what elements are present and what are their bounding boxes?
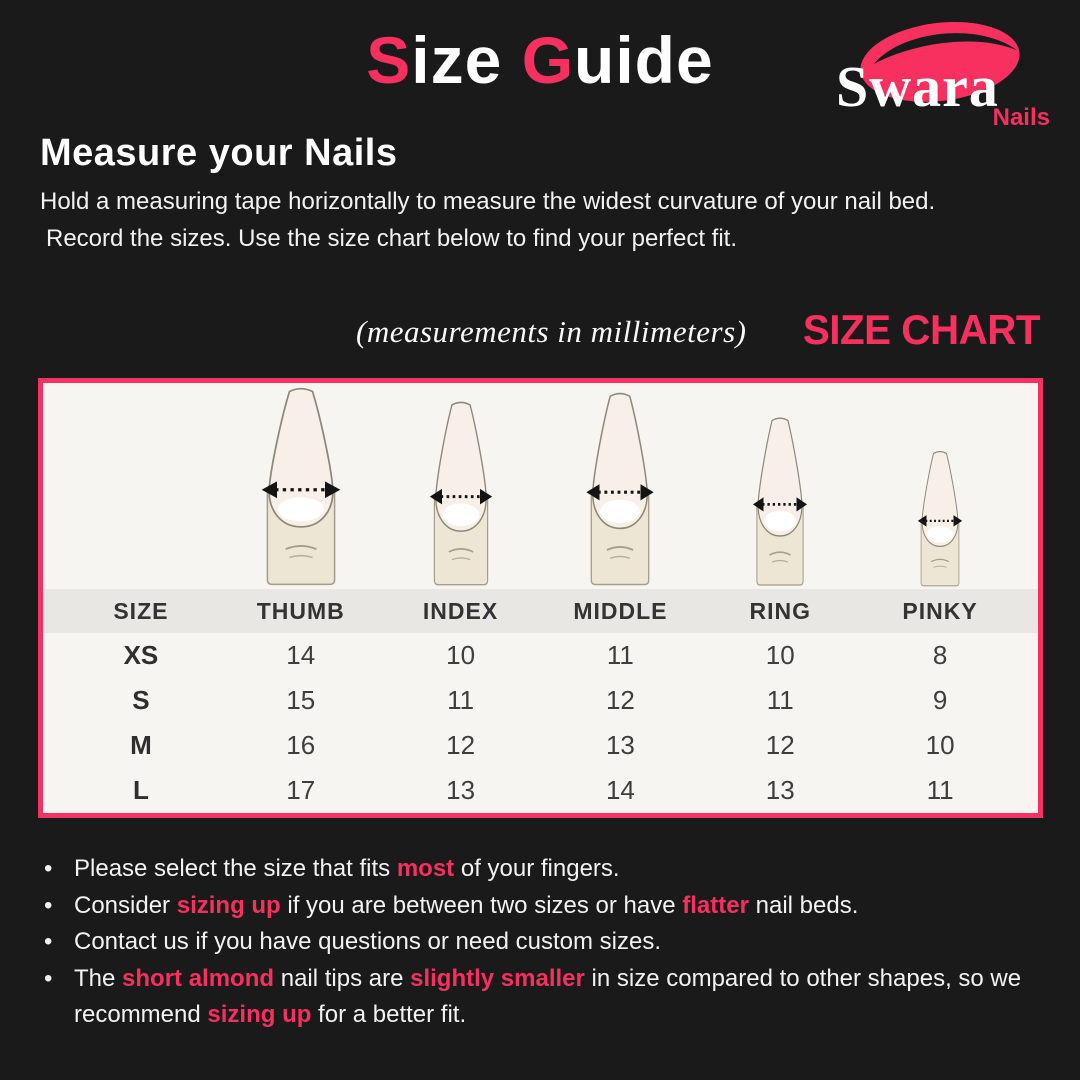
- column-header-ring: RING: [749, 597, 811, 624]
- accent-text: sizing up: [176, 891, 281, 919]
- accent-text: sizing up: [207, 1001, 312, 1028]
- note-text: Contact us if you have questions or need custom sizes.: [74, 928, 661, 955]
- intro-section: [40, 132, 1040, 257]
- intro-line-2: Record the sizes. Use the size chart below to find your perfect fit.: [46, 225, 737, 252]
- note-item: [44, 924, 1054, 961]
- size-value: 15: [286, 685, 316, 715]
- size-value: 11: [766, 685, 794, 715]
- bullet-icon: •: [44, 928, 53, 955]
- finger-illustration-index-icon: [423, 399, 499, 589]
- size-value: 11: [926, 775, 954, 805]
- finger-cell-index: [381, 383, 541, 589]
- nail-logo-icon: [834, 12, 1056, 130]
- column-header-thumb: THUMB: [256, 597, 345, 624]
- intro-line-1: Hold a measuring tape horizontally to measure the widest curvature of your nail bed.: [40, 188, 936, 215]
- size-chart-title: SIZE CHART: [802, 306, 1040, 353]
- column-header-pinky: PINKY: [902, 597, 978, 624]
- column-header-middle: MIDDLE: [573, 597, 668, 624]
- column-header-index: INDEX: [422, 597, 499, 624]
- intro-paragraph: [40, 183, 1040, 257]
- size-value: 8: [932, 640, 948, 670]
- size-value: 11: [606, 640, 634, 670]
- bullet-icon: •: [44, 855, 53, 882]
- row-label-xs: XS: [123, 640, 159, 670]
- logo-name-text: Swara: [836, 54, 999, 119]
- empty-cell: [61, 383, 221, 589]
- size-value: 12: [605, 685, 635, 715]
- finger-illustration-middle-icon: [579, 390, 661, 589]
- size-value: 12: [765, 730, 795, 760]
- size-table-body: [43, 633, 1038, 813]
- size-value: 10: [925, 730, 955, 760]
- size-value: 11: [447, 685, 475, 715]
- finger-illustration-ring-icon: [747, 415, 813, 589]
- size-value: 16: [286, 730, 316, 760]
- finger-cell-ring: [700, 383, 860, 589]
- size-table-header: [43, 589, 1038, 633]
- note-item: [44, 961, 1054, 1034]
- accent-text: short almond: [122, 964, 275, 992]
- accent-text: flatter: [682, 891, 749, 919]
- bullet-icon: •: [44, 891, 53, 919]
- finger-illustration-pinky-icon: [913, 449, 967, 589]
- finger-cell-pinky: [860, 383, 1020, 589]
- accent-text: slightly smaller: [410, 964, 585, 992]
- intro-heading: Measure your Nails: [40, 132, 398, 174]
- column-header-size: SIZE: [113, 597, 169, 624]
- finger-illustration-thumb-icon: [253, 385, 349, 589]
- size-value: 12: [446, 730, 476, 760]
- size-value: 14: [605, 775, 635, 805]
- accent-text: S: [366, 23, 412, 97]
- finger-cell-middle: [540, 383, 700, 589]
- size-value: 10: [446, 640, 476, 670]
- row-label-m: M: [130, 730, 152, 760]
- note-item: [44, 851, 1054, 888]
- size-value: 13: [446, 775, 476, 805]
- accent-text: most: [396, 855, 455, 882]
- logo-subtitle-text: Nails: [992, 104, 1050, 130]
- size-value: 14: [286, 640, 316, 670]
- table-row: [43, 633, 1038, 678]
- row-label-l: L: [132, 775, 149, 805]
- size-chart-box: [38, 378, 1043, 818]
- size-value: 9: [932, 685, 948, 715]
- note-item: [44, 888, 1054, 925]
- notes-list: [44, 851, 1054, 1034]
- finger-cell-thumb: [221, 383, 381, 589]
- size-value: 13: [765, 775, 795, 805]
- note-text: The short almond nail tips are slightly smaller in size compared to other shapes, so we recommend sizing up for a better fit.: [74, 964, 1022, 1028]
- page-title: Size Guide: [366, 23, 714, 97]
- size-value: 10: [765, 640, 795, 670]
- size-value: 17: [286, 775, 316, 805]
- bullet-icon: •: [44, 964, 53, 992]
- note-text: Consider sizing up if you are between two sizes or have flatter nail beds.: [74, 891, 859, 919]
- chart-heading-row: [0, 306, 1080, 362]
- table-row: [43, 723, 1038, 768]
- table-row: [43, 768, 1038, 813]
- finger-illustrations-row: [43, 383, 1038, 589]
- brand-logo: [834, 12, 1056, 130]
- accent-text: G: [521, 23, 575, 97]
- table-row: [43, 678, 1038, 723]
- size-value: 13: [605, 730, 635, 760]
- units-note: (measurements in millimeters): [356, 314, 747, 349]
- row-label-s: S: [132, 685, 150, 715]
- note-text: Please select the size that fits most of your fingers.: [74, 855, 620, 882]
